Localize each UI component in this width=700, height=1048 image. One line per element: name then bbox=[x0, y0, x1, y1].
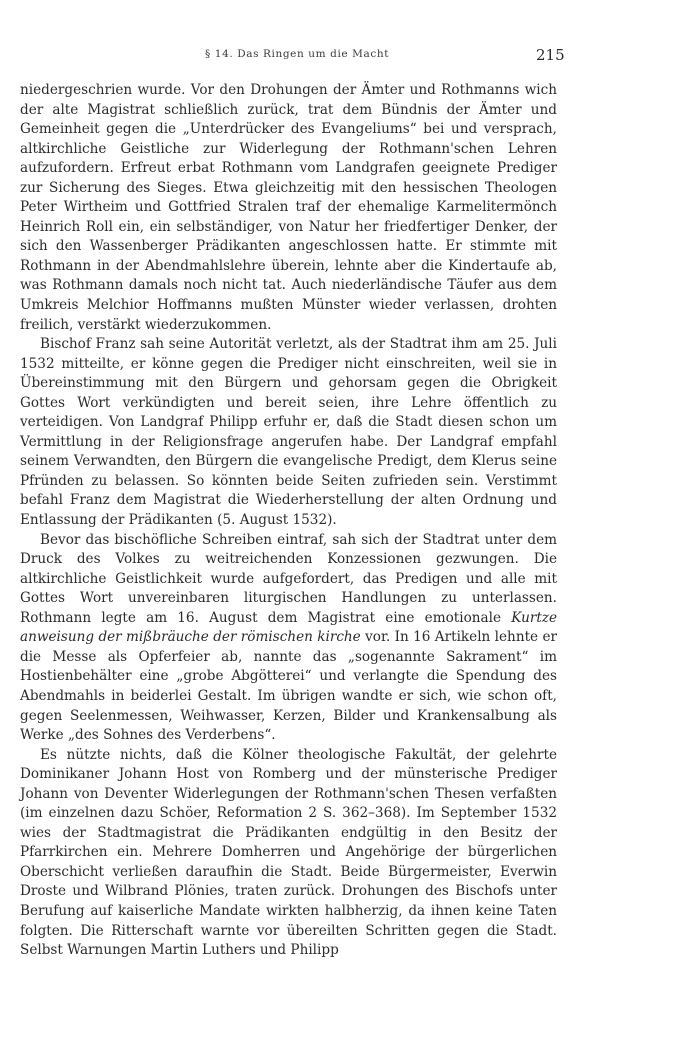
page-number: 215 bbox=[536, 46, 565, 64]
cited-work-title: Kurtze anweisung der mißbräuche der römischen kirche bbox=[20, 609, 557, 646]
section-title: § 14. Das Ringen um die Macht bbox=[205, 48, 390, 60]
paragraph-3-text-after: vor. In 16 Artikeln lehnte er die Messe als Opferfeier ab, nannte das „sogenannte Sakrament“ im Hostienbehälter eine „grobe Abgötterei“ und verlangte die Spendung des Abendmahls in beiderlei Gestalt. Im übrigen wandte er sich, wie schon oft, gegen Seelenmessen, Weihwasser, Kerzen, Bilder und Krankensalbung als Werke „des Sohnes des Verderbens“. bbox=[20, 629, 557, 744]
paragraph-4: Es nützte nichts, daß die Kölner theologische Fakultät, der gelehrte Dominikaner Johann Host von Romberg und der münsterische Prediger Johann von Deventer Widerlegungen der Rothmann'schen Thesen verfaßten (im einzelnen dazu Schöer, Reformation 2 S. 362–368). Im September 1532 wies der Stadtmagistrat die Prädikanten endgültig in den Besitz der Pfarrkirchen ein. Mehrere Domherren und Angehörige der bürgerlichen Oberschicht verließen daraufhin die Stadt. Beide Bürgermeister, Everwin Droste und Wilbrand Plönies, traten zurück. Drohungen des Bischofs unter Berufung auf kaiserliche Mandate wirkten halbherzig, da ihnen keine Taten folgten. Die Ritterschaft warnte vor übereilten Schritten gegen die Stadt. Selbst Warnungen Martin Luthers und Philipp bbox=[20, 746, 557, 959]
running-head bbox=[0, 46, 700, 66]
paragraph-1: niedergeschrien wurde. Vor den Drohungen der Ämter und Rothmanns wich der alte Magistrat schließlich zurück, trat dem Bündnis der Ämter und Gemeinheit gegen die „Unterdrücker des Evangeliums“ bei und versprach, altkirchliche Geistliche zur Widerlegung der Rothmann'schen Lehren aufzufordern. Erfreut erbat Rothmann vom Landgrafen geeignete Prediger zur Sicherung des Sieges. Etwa gleichzeitig mit den hessischen Theologen Peter Wirtheim und Gottfried Stralen traf der ehemalige Karmelitermönch Heinrich Roll ein, ein selbständiger, von Natur her friedfertiger Denker, der sich den Wassenberger Prädikanten angeschlossen hatte. Er stimmte mit Rothmann in der Abendmahlslehre überein, lehnte aber die Kindertaufe ab, was Rothmann damals noch nicht tat. Auch niederländische Täufer aus dem Umkreis Melchior Hoffmanns mußten Münster wieder verlassen, drohten freilich, verstärkt wiederzukommen. bbox=[20, 82, 557, 333]
body-text bbox=[20, 81, 557, 961]
paragraph-2: Bischof Franz sah seine Autorität verletzt, als der Stadtrat ihm am 25. Juli 1532 mitteilte, er könne gegen die Prediger nicht einschreiten, weil sie in Übereinstimmung mit den Bürgern und gehorsam gegen die Obrigkeit Gottes Wort verkündigten und bereit seien, ihre Lehre öffentlich zu verteidigen. Von Landgraf Philipp erfuhr er, daß die Stadt diesen schon um Vermittlung in der Religionsfrage angerufen habe. Der Landgraf empfahl seinem Verwandten, den Bürgern die evangelische Predigt, dem Klerus seine Pfründen zu belassen. So könnten beide Seiten zufrieden sein. Verstimmt befahl Franz dem Magistrat die Wiederherstellung der alten Ordnung und Entlassung der Prädikanten (5. August 1532). bbox=[20, 336, 557, 529]
paragraph-3 bbox=[20, 531, 557, 746]
paragraph-3-text-before: Bevor das bischöfliche Schreiben eintraf, sah sich der Stadtrat unter dem Druck des Volkes zu weitreichenden Konzessionen gezwungen. Die altkirchliche Geistlichkeit wurde aufgefordert, das Predigen und alle mit Gottes Wort unvereinbaren liturgischen Handlungen zu unterlassen. Rothmann legte am 16. August dem Magistrat eine emotionale bbox=[20, 531, 557, 626]
